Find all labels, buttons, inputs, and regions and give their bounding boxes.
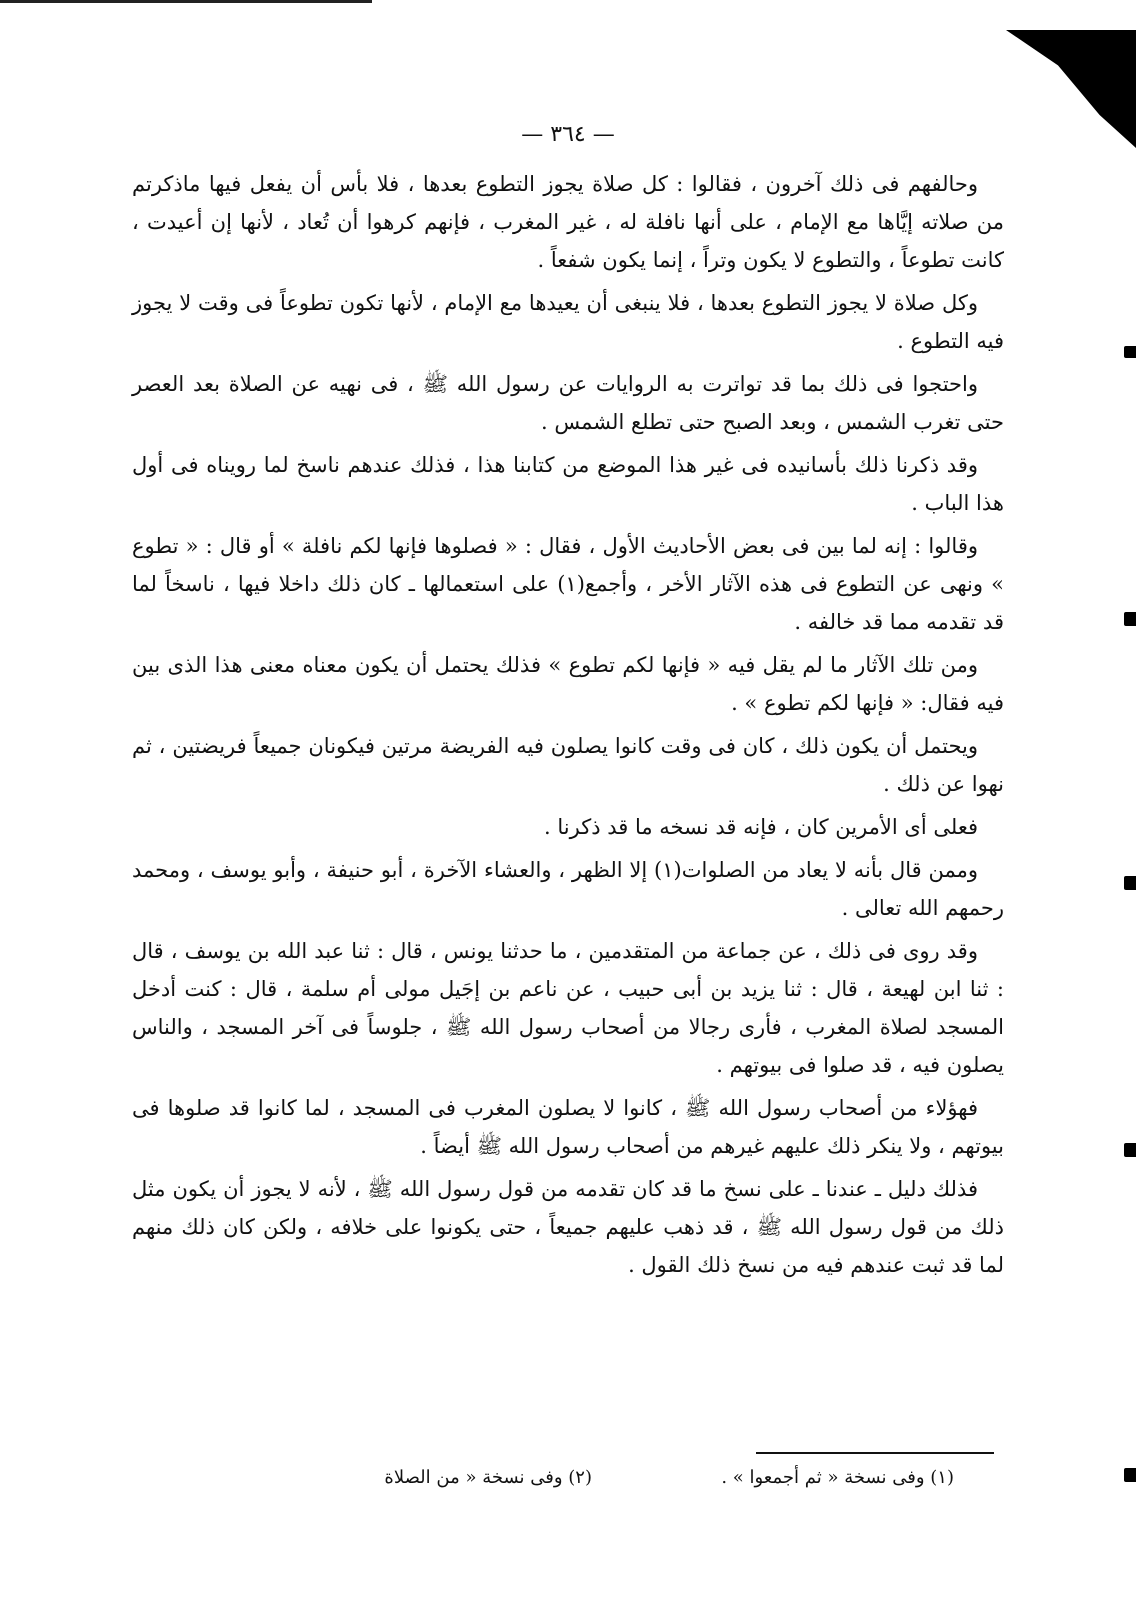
scan-edge-mark bbox=[1124, 876, 1136, 890]
footnote-separator bbox=[756, 1452, 994, 1454]
scan-edge-mark bbox=[1124, 346, 1136, 358]
paragraph: ويحتمل أن يكون ذلك ، كان فى وقت كانوا يصلون فيه الفريضة مرتين فيكونان جميعاً فريضتين ، ثم نهوا عن ذلك . bbox=[132, 734, 1004, 796]
scan-edge-mark bbox=[1124, 612, 1136, 626]
scan-top-rule bbox=[0, 0, 372, 3]
page-number: — ٣٦٤ — bbox=[521, 122, 615, 147]
main-text-body bbox=[132, 165, 1004, 1289]
scan-edge-mark bbox=[1124, 1468, 1136, 1482]
paragraph: فهؤلاء من أصحاب رسول الله ﷺ ، كانوا لا يصلون المغرب فى المسجد ، لما كانوا قد صلوها فى بيوتهم ، ولا ينكر ذلك عليهم غيرهم من أصحاب رسول الله ﷺ أيضاً . bbox=[132, 1096, 1004, 1158]
footnote-2: (٢) وفى نسخة « من الصلاة bbox=[384, 1467, 592, 1488]
paragraph: وممن قال بأنه لا يعاد من الصلوات(١) إلا الظهر ، والعشاء الآخرة ، أبو حنيفة ، وأبو يوسف ، ومحمد رحمهم الله تعالى . bbox=[132, 858, 1004, 920]
paragraph: واحتجوا فى ذلك بما قد تواترت به الروايات عن رسول الله ﷺ ، فى نهيه عن الصلاة بعد العصر حتى تغرب الشمس ، وبعد الصبح حتى تطلع الشمس . bbox=[132, 372, 1004, 434]
scan-edge-mark bbox=[1124, 1143, 1136, 1157]
paragraph: ومن تلك الآثار ما لم يقل فيه « فإنها لكم تطوع » فذلك يحتمل أن يكون معناه معنى هذا الذى بين فيه فقال: « فإنها لكم تطوع » . bbox=[132, 653, 1004, 715]
footnote-1: (١) وفى نسخة « ثم أجمعوا » . bbox=[721, 1467, 954, 1488]
paragraph: وقد روى فى ذلك ، عن جماعة من المتقدمين ، ما حدثنا يونس ، قال : ثنا عبد الله بن يوسف ، قال : ثنا ابن لهيعة ، قال : ثنا يزيد بن أبى حبيب ، عن ناعم بن إجَيل مولى أم سلمة ، قال : كنت أدخل المسجد لصلاة المغرب ، فأرى رجالا من أصحاب رسول الله ﷺ ، جلوساً فى آخر المسجد ، والناس يصلون فيه ، قد صلوا فى بيوتهم . bbox=[132, 939, 1004, 1077]
paragraph: فذلك دليل ـ عندنا ـ على نسخ ما قد كان تقدمه من قول رسول الله ﷺ ، لأنه لا يجوز أن يكون مثل ذلك من قول رسول الله ﷺ ، قد ذهب عليهم جميعاً ، حتى يكونوا على خلافه ، ولكن كان ذلك منهم لما قد ثبت عندهم فيه من نسخ ذلك القول . bbox=[132, 1177, 1004, 1277]
paragraph: وحالفهم فى ذلك آخرون ، فقالوا : كل صلاة يجوز التطوع بعدها ، فلا بأس أن يفعل فيها ماذكرتم من صلاته إيَّاها مع الإمام ، على أنها نافلة له ، غير المغرب ، فإنهم كرهوا أن تُعاد ، لأنها إن أعيدت ، كانت تطوعاً ، والتطوع لا يكون وتراً ، إنما يكون شفعاً . bbox=[132, 172, 1004, 272]
paragraph: وكل صلاة لا يجوز التطوع بعدها ، فلا ينبغى أن يعيدها مع الإمام ، لأنها تكون تطوعاً فى وقت لا يجوز فيه التطوع . bbox=[132, 291, 1004, 353]
paragraph: فعلى أى الأمرين كان ، فإنه قد نسخه ما قد ذكرنا . bbox=[544, 815, 978, 839]
paragraph: وقالوا : إنه لما بين فى بعض الأحاديث الأول ، فقال : « فصلوها فإنها لكم نافلة » أو قال : « تطوع » ونهى عن التطوع فى هذه الآثار الأخر ، وأجمع(١) على استعمالها ـ كان ذلك داخلا فيها ، ناسخاً لما قد تقدمه مما قد خالفه . bbox=[132, 534, 1004, 634]
paragraph: وقد ذكرنا ذلك بأسانيده فى غير هذا الموضع من كتابنا هذا ، فذلك عندهم ناسخ لما رويناه فى أول هذا الباب . bbox=[132, 453, 1004, 515]
